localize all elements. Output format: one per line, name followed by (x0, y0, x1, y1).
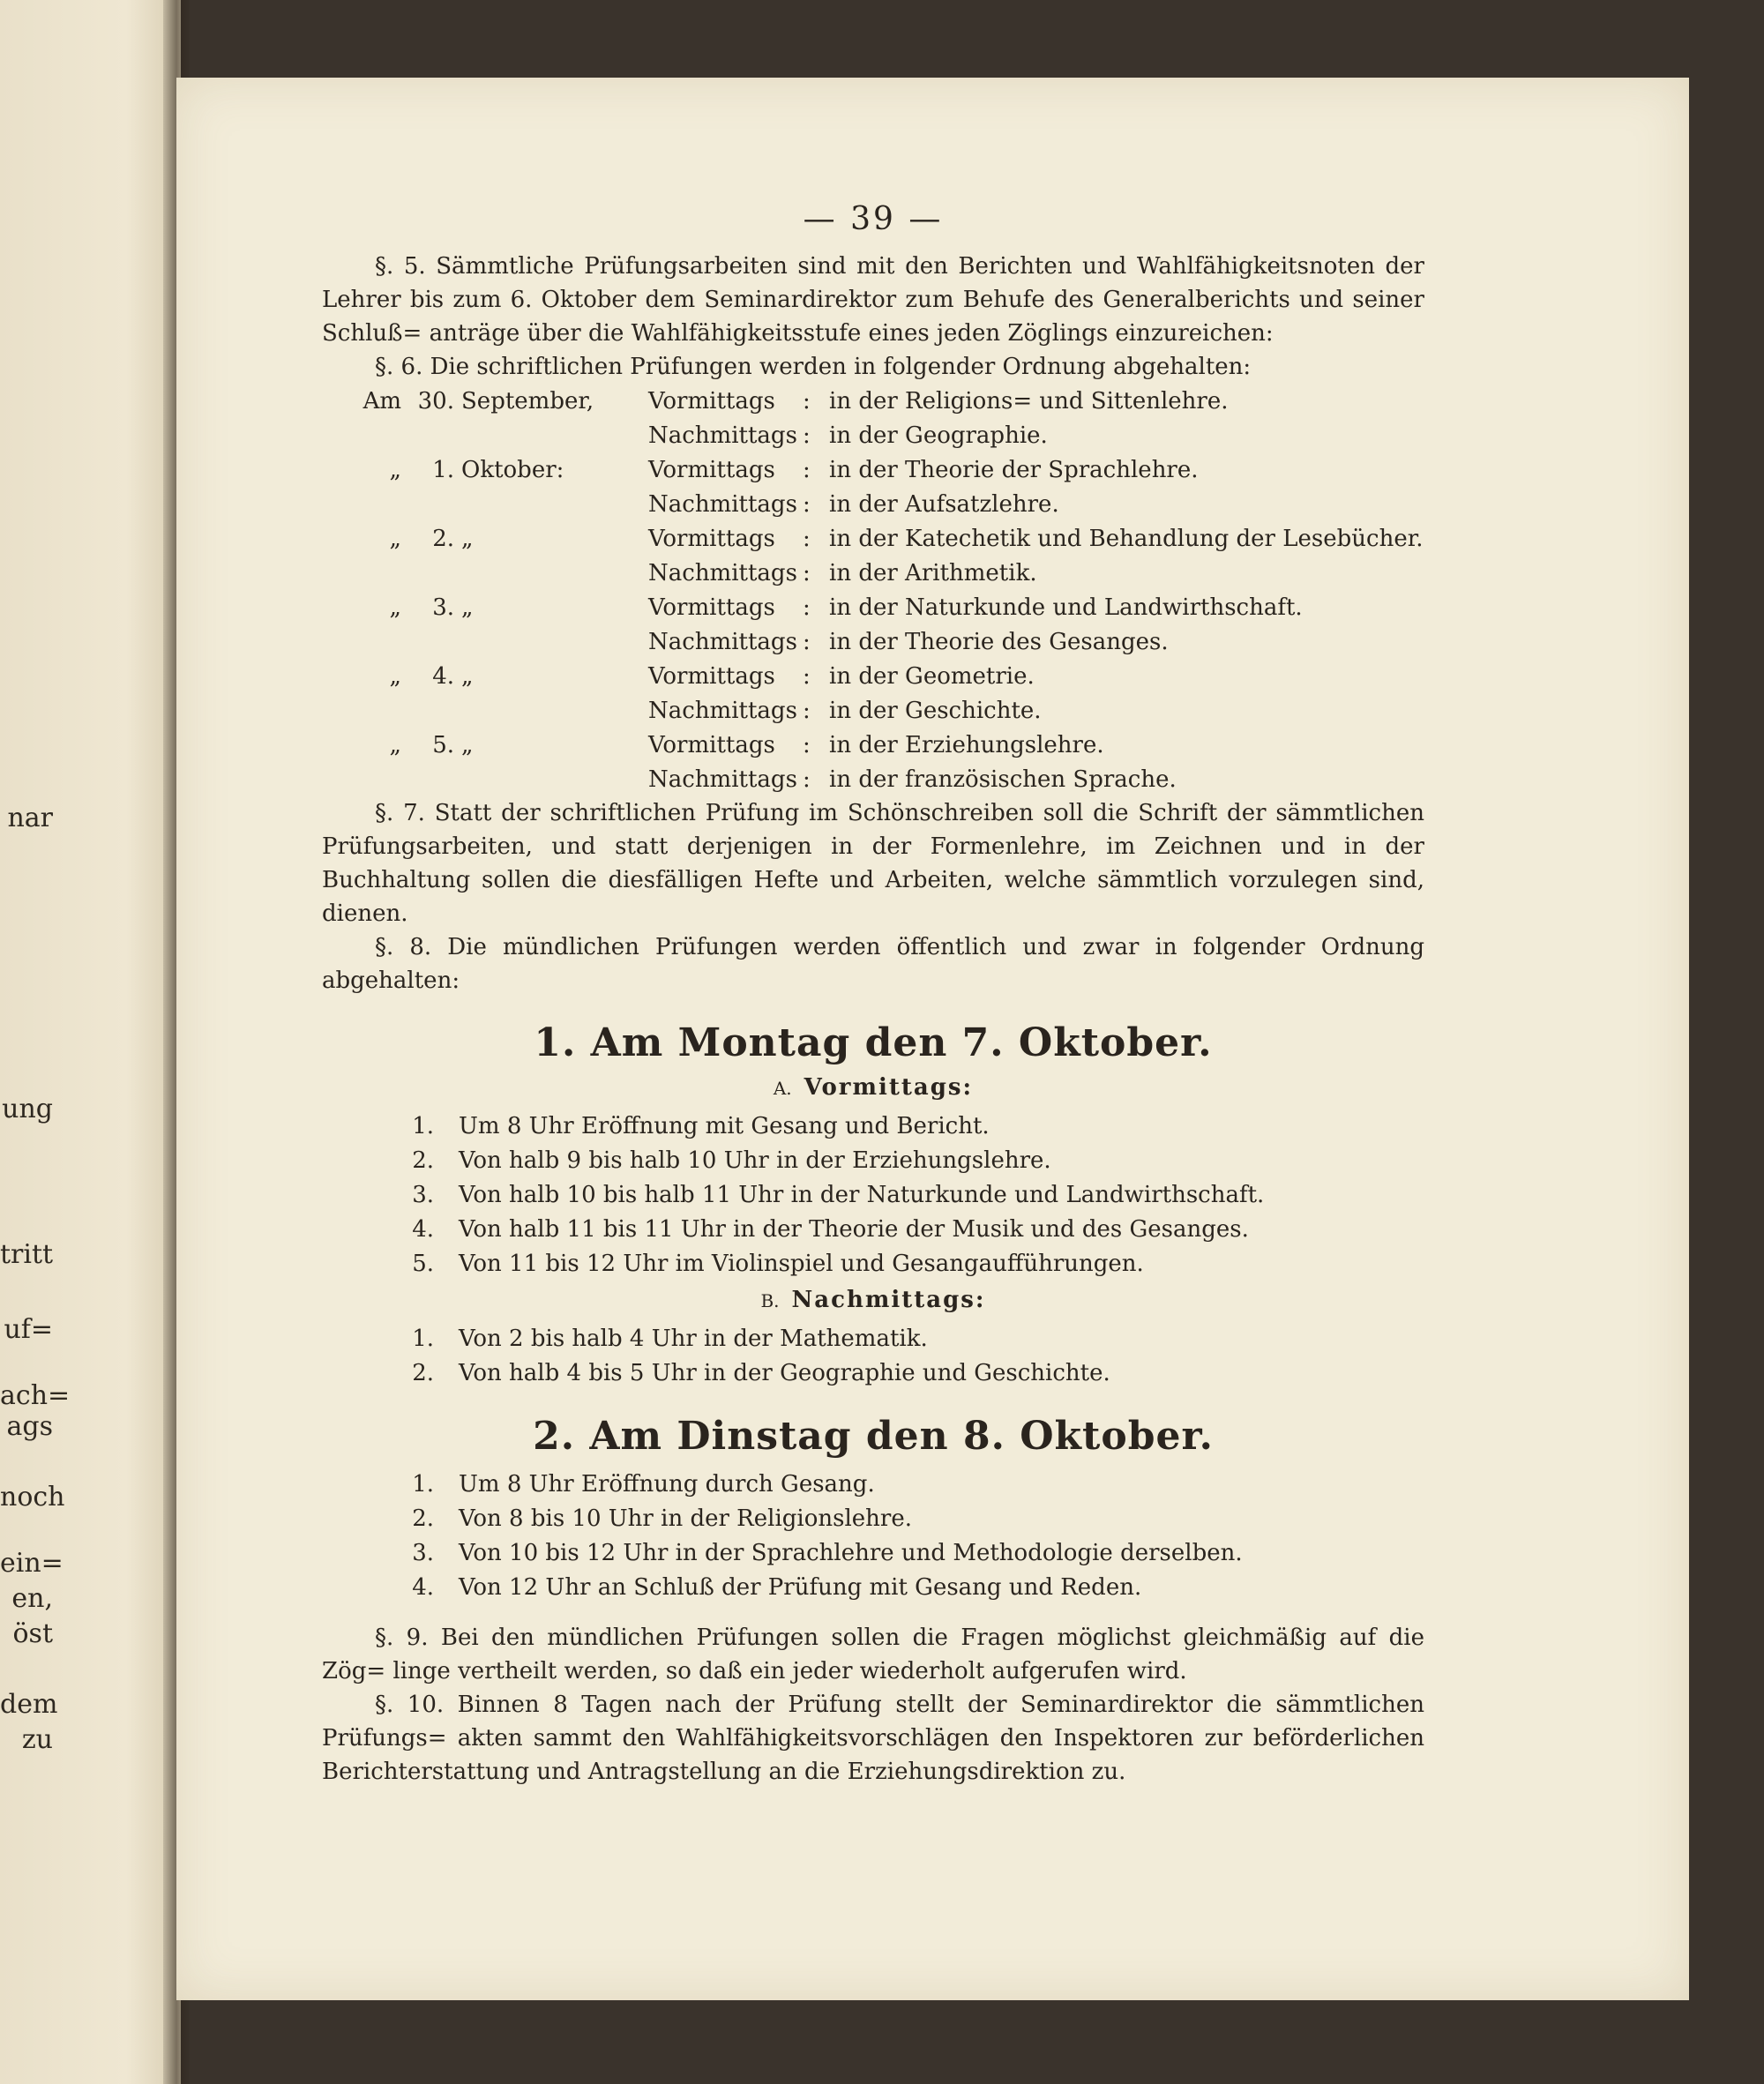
schedule-row (322, 452, 1424, 487)
list-item-number: 2. (412, 1505, 434, 1532)
schedule-month: September, (461, 387, 594, 415)
schedule-time: Nachmittags (648, 697, 797, 724)
left-page-fragment: ung (2, 1094, 53, 1124)
schedule-day-number: 3. (432, 594, 454, 621)
schedule-day-prefix: „ (389, 662, 401, 690)
list-item-text: Von 10 bis 12 Uhr in der Sprachlehre und Methodologie derselben. (459, 1540, 1243, 1566)
schedule-day-number: 30. (417, 387, 454, 415)
list-item (322, 1213, 1424, 1247)
schedule-subject: in der Aufsatzlehre. (829, 490, 1059, 518)
schedule-colon: : (803, 559, 811, 586)
schedule-month: „ (461, 525, 474, 552)
list-item-number: 1. (412, 1113, 434, 1139)
paragraph-5: §. 5. Sämmtliche Prüfungsarbeiten sind mit den Berichten und Wahlfähigkeitsnoten der Lehrer bis zum 6. Oktober dem Seminardirektor zum Behufe des Generalberichts und seiner Schluß= anträge über die Wahlfähigkeitsstufe eines jeden Zöglings einzureichen: (322, 253, 1424, 347)
list-item-number: 3. (412, 1182, 434, 1208)
list-item-text: Von 12 Uhr an Schluß der Prüfung mit Gesang und Reden. (459, 1574, 1142, 1601)
written-exam-schedule (322, 384, 1424, 796)
list-item-text: Von halb 10 bis halb 11 Uhr in der Naturkunde und Landwirthschaft. (459, 1182, 1265, 1208)
subheading-letter: A. (773, 1078, 792, 1099)
schedule-subject: in der Geschichte. (829, 697, 1042, 724)
schedule-colon: : (803, 662, 811, 690)
day1-morning-subheading (322, 1074, 1424, 1101)
day1-heading: 1. Am Montag den 7. Oktober. (534, 1020, 1213, 1065)
list-item (322, 1468, 1424, 1502)
list-item-text: Um 8 Uhr Eröffnung durch Gesang. (459, 1471, 875, 1498)
schedule-colon: : (803, 525, 811, 552)
left-page-fragment: uf= (4, 1314, 53, 1345)
schedule-time: Nachmittags (648, 628, 797, 655)
schedule-subject: in der Theorie des Gesanges. (829, 628, 1169, 655)
subheading-letter: B. (760, 1290, 780, 1311)
schedule-colon: : (803, 731, 811, 758)
paragraph-10: §. 10. Binnen 8 Tagen nach der Prüfung stellt der Seminardirektor die sämmtlichen Prüfungs= akten sammt den Wahlfähigkeitsvorschlägen den Inspektoren zur beförderlichen Berichterstattung und Antragstellung an die Erziehungsdirektion zu. (322, 1692, 1424, 1785)
schedule-subject: in der Geographie. (829, 422, 1048, 449)
schedule-time: Vormittags (648, 731, 775, 758)
left-page-edge (0, 0, 181, 2084)
schedule-subject: in der Religions= und Sittenlehre. (829, 387, 1229, 415)
list-item-number: 1. (412, 1326, 434, 1352)
paragraph-6: §. 6. Die schriftlichen Prüfungen werden in folgender Ordnung abgehalten: (375, 354, 1252, 380)
list-item-text: Von halb 4 bis 5 Uhr in der Geographie und Geschichte. (459, 1360, 1110, 1386)
schedule-day-prefix: „ (389, 731, 401, 758)
paragraph-8: §. 8. Die mündlichen Prüfungen werden öffentlich und zwar in folgender Ordnung abgehalten: (322, 934, 1424, 994)
list-item (322, 1178, 1424, 1213)
list-item-text: Von 2 bis halb 4 Uhr in der Mathematik. (459, 1326, 928, 1352)
left-page-fragment: dem (0, 1689, 58, 1720)
list-item (322, 1144, 1424, 1178)
schedule-row (322, 659, 1424, 693)
list-item (322, 1109, 1424, 1144)
schedule-day-number: 2. (432, 525, 454, 552)
list-item-text: Von halb 9 bis halb 10 Uhr in der Erziehungslehre. (459, 1147, 1051, 1174)
schedule-time: Vormittags (648, 456, 775, 483)
schedule-subject: in der Arithmetik. (829, 559, 1037, 586)
schedule-colon: : (803, 422, 811, 449)
page-content (322, 201, 1424, 1789)
left-page-fragment: noch (0, 1482, 65, 1513)
schedule-day-prefix: „ (389, 594, 401, 621)
schedule-colon: : (803, 456, 811, 483)
left-page-fragment: nar (7, 803, 53, 833)
schedule-row (322, 624, 1424, 659)
schedule-month: „ (461, 662, 474, 690)
schedule-day-prefix: „ (389, 456, 401, 483)
day2-heading: 2. Am Dinstag den 8. Oktober. (533, 1414, 1214, 1459)
list-item-number: 1. (412, 1471, 434, 1498)
schedule-subject: in der Naturkunde und Landwirthschaft. (829, 594, 1303, 621)
list-item-number: 5. (412, 1251, 434, 1277)
schedule-day-number: 5. (432, 731, 454, 758)
day2-list (322, 1468, 1424, 1605)
left-page-fragment: en, (11, 1583, 53, 1614)
page-number: — 39 — (803, 201, 944, 237)
schedule-time: Vormittags (648, 387, 775, 415)
left-page-fragment: ach= (0, 1380, 71, 1411)
schedule-row (322, 487, 1424, 521)
list-item (322, 1502, 1424, 1536)
document-page (176, 78, 1689, 2000)
list-item-number: 4. (412, 1574, 434, 1601)
schedule-colon: : (803, 697, 811, 724)
list-item-text: Von 8 bis 10 Uhr in der Religionslehre. (459, 1505, 912, 1532)
left-page-fragment: ein= (0, 1548, 64, 1579)
list-item-text: Von halb 11 bis 11 Uhr in der Theorie der Musik und des Gesanges. (459, 1216, 1249, 1243)
list-item (322, 1322, 1424, 1356)
schedule-row (322, 590, 1424, 624)
schedule-row (322, 418, 1424, 452)
schedule-row (322, 556, 1424, 590)
paragraph-9: §. 9. Bei den mündlichen Prüfungen sollen die Fragen möglichst gleichmäßig auf die Zög= linge vertheilt werden, so daß ein jeder wiederholt aufgerufen wird. (322, 1625, 1424, 1684)
schedule-month: „ (461, 594, 474, 621)
paragraph-7: §. 7. Statt der schriftlichen Prüfung im Schönschreiben soll die Schrift der sämmtlichen Prüfungsarbeiten, und statt derjenigen in der Formenlehre, im Zeichnen und in der Buchhaltung sollen die diesfälligen Hefte und Arbeiten, welche sämmtlich vorzulegen sind, dienen. (322, 800, 1424, 927)
schedule-row (322, 384, 1424, 418)
schedule-row (322, 521, 1424, 556)
schedule-subject: in der Katechetik und Behandlung der Lesebücher. (829, 525, 1424, 552)
schedule-day-number: 4. (432, 662, 454, 690)
schedule-time: Nachmittags (648, 490, 797, 518)
left-page-fragment: tritt (0, 1239, 54, 1270)
list-item-text: Um 8 Uhr Eröffnung mit Gesang und Bericht. (459, 1113, 990, 1139)
list-item-number: 3. (412, 1540, 434, 1566)
list-item-number: 2. (412, 1147, 434, 1174)
schedule-time: Nachmittags (648, 559, 797, 586)
schedule-day-prefix: Am (363, 387, 401, 415)
schedule-colon: : (803, 490, 811, 518)
schedule-time: Nachmittags (648, 766, 797, 793)
left-page-fragment: öst (12, 1618, 53, 1649)
schedule-row (322, 693, 1424, 728)
schedule-colon: : (803, 766, 811, 793)
schedule-subject: in der Erziehungslehre. (829, 731, 1104, 758)
list-item (322, 1356, 1424, 1391)
schedule-day-prefix: „ (389, 525, 401, 552)
schedule-subject: in der französischen Sprache. (829, 766, 1177, 793)
schedule-time: Vormittags (648, 662, 775, 690)
schedule-day-number: 1. (432, 456, 454, 483)
list-item-number: 4. (412, 1216, 434, 1243)
schedule-subject: in der Geometrie. (829, 662, 1035, 690)
schedule-row (322, 762, 1424, 796)
subheading-label: Vormittags: (804, 1074, 974, 1101)
list-item (322, 1571, 1424, 1605)
schedule-time: Vormittags (648, 525, 775, 552)
schedule-month: Oktober: (461, 456, 564, 483)
left-page-fragment: zu (21, 1724, 53, 1755)
day1-afternoon-subheading (322, 1287, 1424, 1313)
list-item (322, 1536, 1424, 1571)
schedule-colon: : (803, 594, 811, 621)
schedule-colon: : (803, 387, 811, 415)
list-item-text: Von 11 bis 12 Uhr im Violinspiel und Gesangaufführungen. (459, 1251, 1144, 1277)
subheading-label: Nachmittags: (791, 1287, 986, 1313)
list-item-number: 2. (412, 1360, 434, 1386)
day1-morning-list (322, 1109, 1424, 1281)
left-page-fragment: ags (6, 1411, 53, 1442)
schedule-time: Nachmittags (648, 422, 797, 449)
schedule-time: Vormittags (648, 594, 775, 621)
schedule-subject: in der Theorie der Sprachlehre. (829, 456, 1199, 483)
schedule-colon: : (803, 628, 811, 655)
day1-afternoon-list (322, 1322, 1424, 1391)
list-item (322, 1247, 1424, 1281)
schedule-month: „ (461, 731, 474, 758)
schedule-row (322, 728, 1424, 762)
